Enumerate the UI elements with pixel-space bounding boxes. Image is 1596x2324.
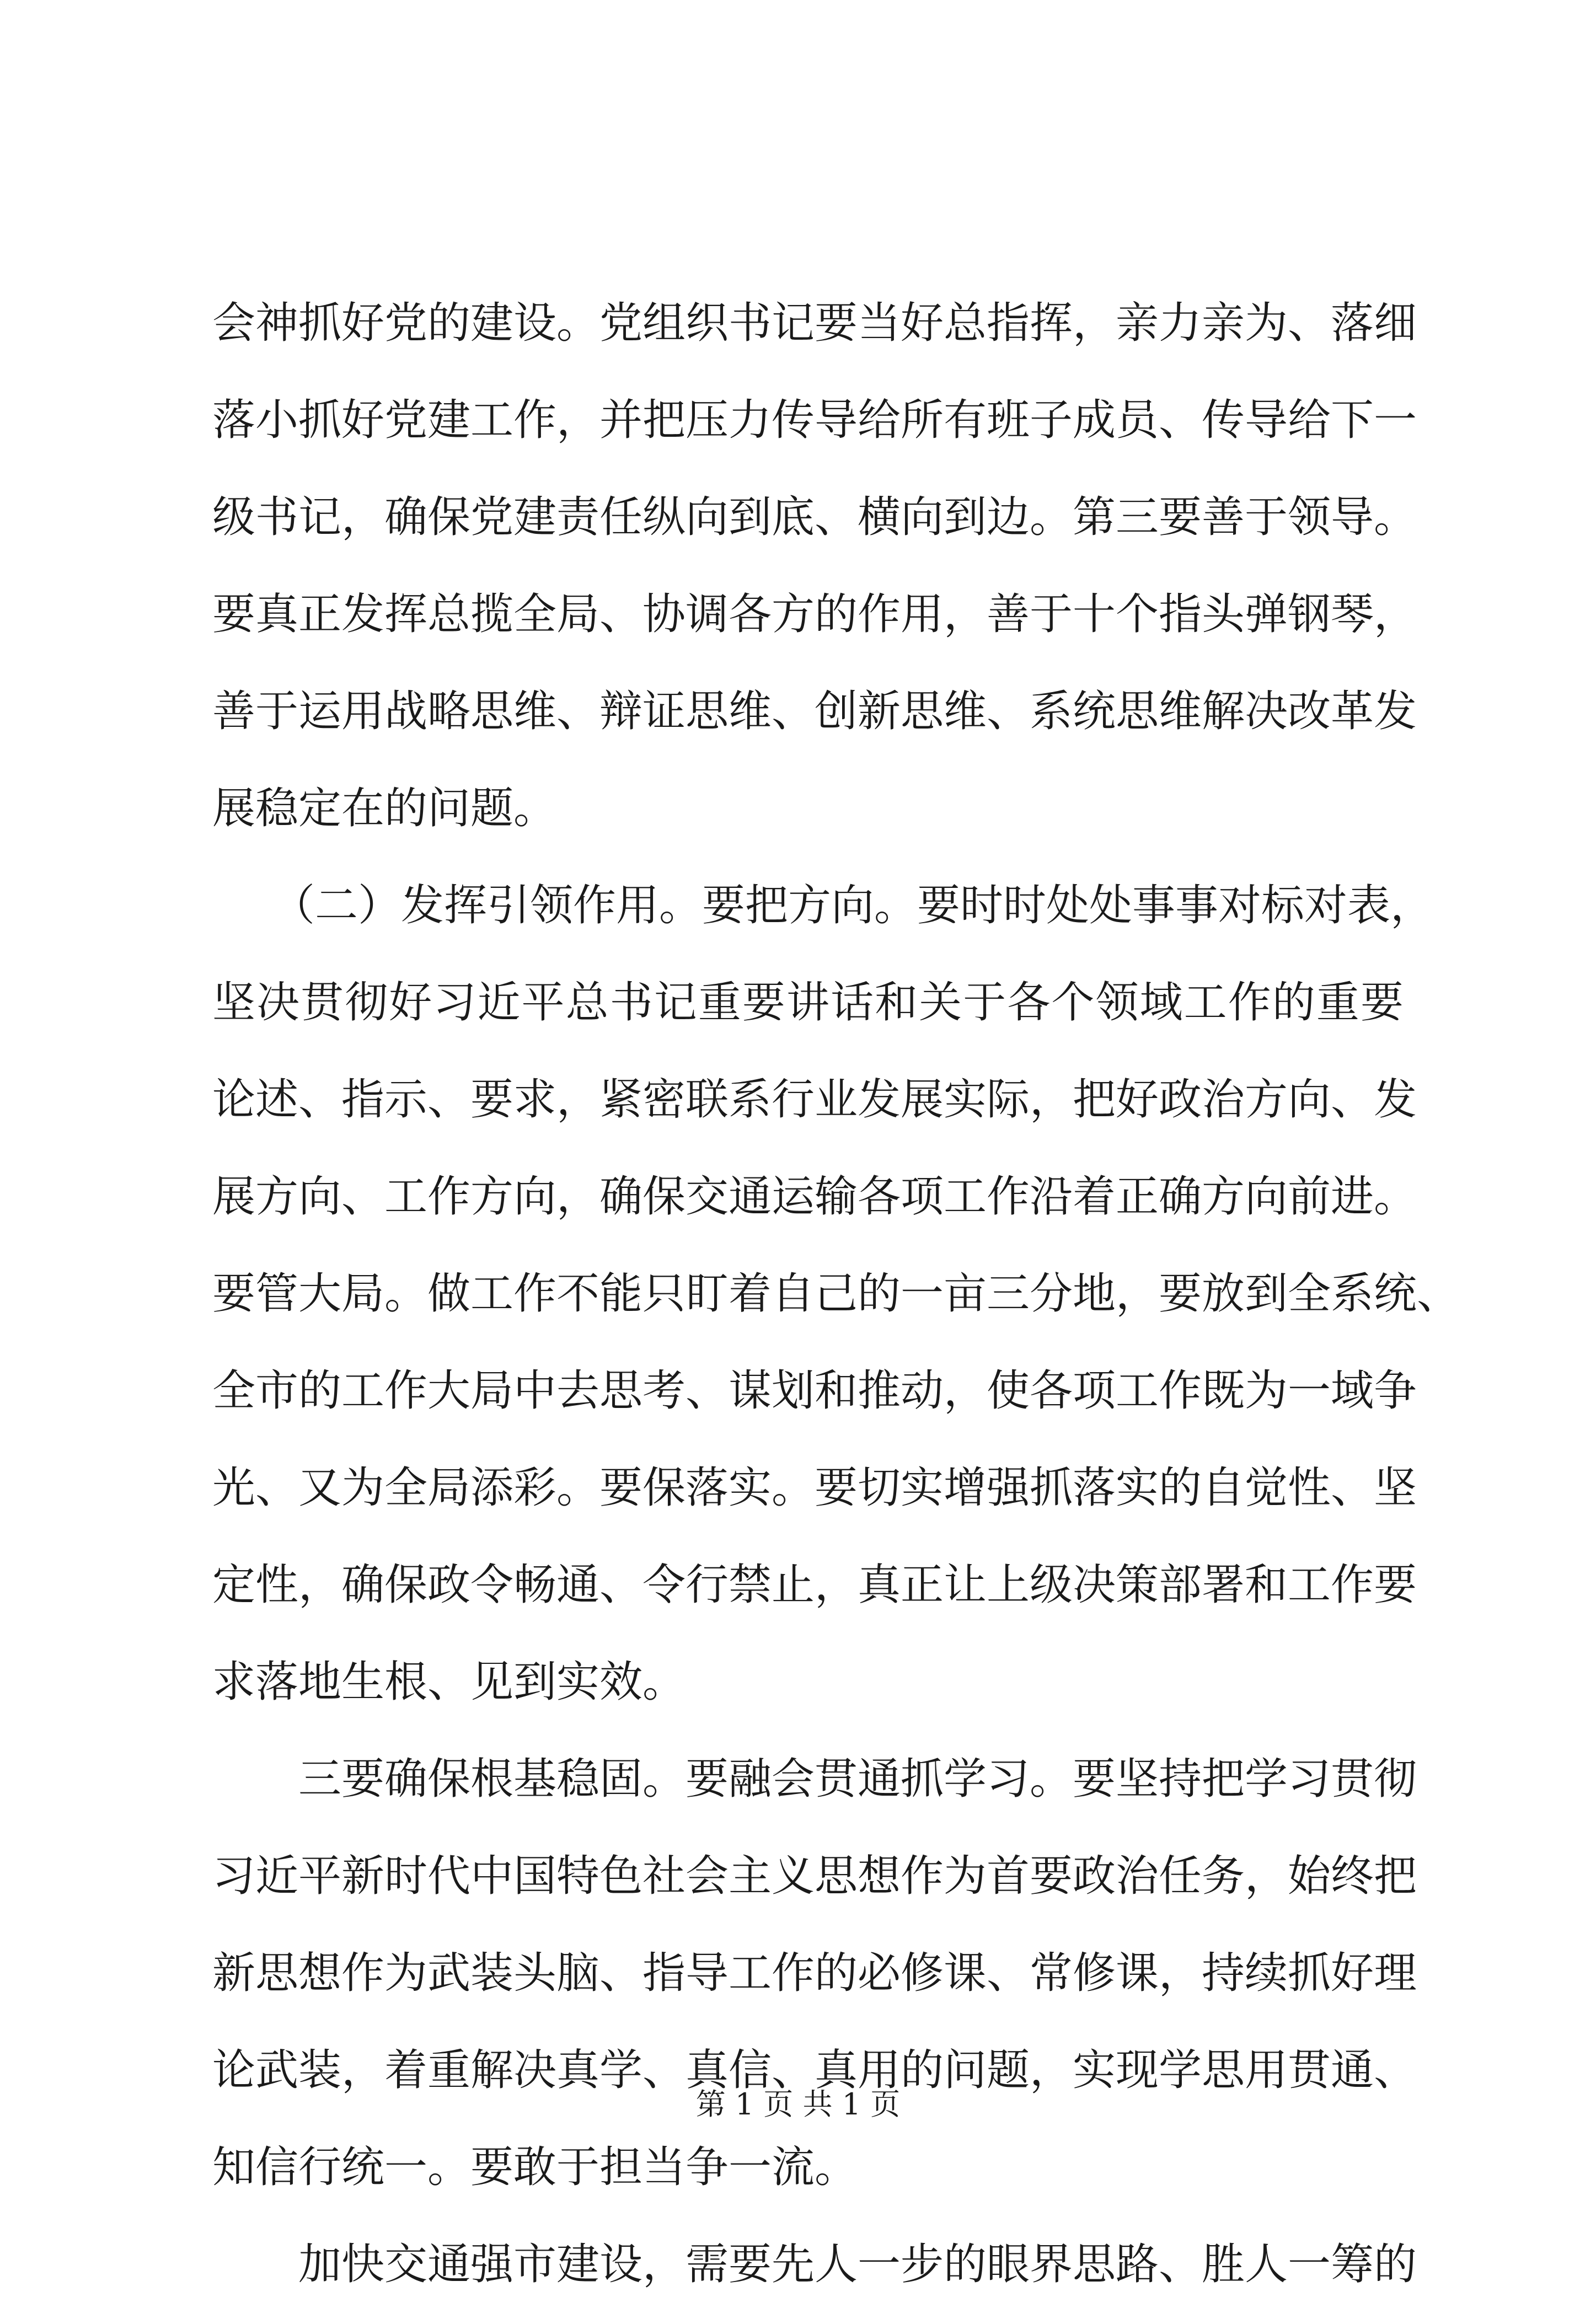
text-line: 要管大局。做工作不能只盯着自己的一亩三分地，要放到全系统、 bbox=[212, 1269, 1460, 1319]
text-line: 求落地生根、见到实效。 bbox=[212, 1657, 686, 1707]
text-line: 展稳定在的问题。 bbox=[212, 784, 557, 833]
text-line: （二）发挥引领作用。要把方向。要时时处处事事对标对表， bbox=[272, 881, 1434, 930]
text-line: 新思想作为武装头脑、指导工作的必修课、常修课，持续抓好理 bbox=[212, 1948, 1417, 1998]
text-line: 会神抓好党的建设。党组织书记要当好总指挥，亲力亲为、落细 bbox=[212, 298, 1417, 348]
text-line: 三要确保根基稳固。要融会贯通抓学习。要坚持把学习贯彻 bbox=[298, 1754, 1417, 1804]
text-line: 坚决贯彻好习近平总书记重要讲话和关于各个领域工作的重要 bbox=[212, 978, 1404, 1027]
text-line: 习近平新时代中国特色社会主义思想作为首要政治任务，始终把 bbox=[212, 1851, 1417, 1901]
text-line: 级书记，确保党建责任纵向到底、横向到边。第三要善于领导。 bbox=[212, 492, 1417, 542]
document-body bbox=[212, 286, 1460, 2324]
text-line: 论述、指示、要求，紧密联系行业发展实际，把好政治方向、发 bbox=[212, 1075, 1417, 1124]
text-line: 全市的工作大局中去思考、谋划和推动，使各项工作既为一域争 bbox=[212, 1366, 1417, 1416]
text-line: 善于运用战略思维、辩证思维、创新思维、系统思维解决改革发 bbox=[212, 687, 1417, 736]
text-line: 光、又为全局添彩。要保落实。要切实增强抓落实的自觉性、坚 bbox=[212, 1463, 1417, 1513]
text-line: 论武装，着重解决真学、真信、真用的问题，实现学思用贯通、 bbox=[212, 2045, 1417, 2095]
text-line: 要真正发挥总揽全局、协调各方的作用，善于十个指头弹钢琴， bbox=[212, 590, 1417, 639]
text-line: 落小抓好党建工作，并把压力传导给所有班子成员、传导给下一 bbox=[212, 395, 1417, 445]
text-line: 展方向、工作方向，确保交通运输各项工作沿着正确方向前进。 bbox=[212, 1172, 1417, 1222]
text-line: 加快交通强市建设，需要先人一步的眼界思路、胜人一筹的 bbox=[298, 2240, 1417, 2289]
text-line: 定性，确保政令畅通、令行禁止，真正让上级决策部署和工作要 bbox=[212, 1560, 1417, 1610]
text-line: 知信行统一。要敢于担当争一流。 bbox=[212, 2143, 858, 2192]
page-number-footer: 第 1 页 共 1 页 bbox=[695, 2087, 901, 2122]
